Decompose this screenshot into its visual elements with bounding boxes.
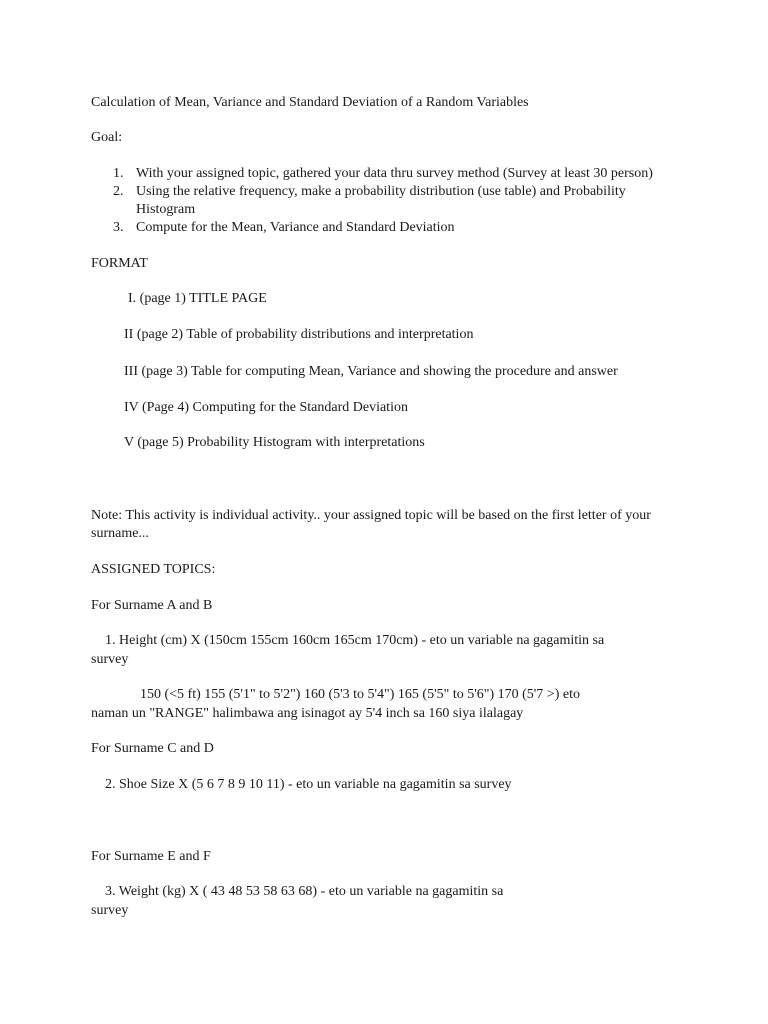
topic-weight: 3. Weight (kg) X ( 43 48 53 58 63 68) - eto un variable na gagamitin sa (105, 884, 504, 899)
topic-height-range-continued: naman un "RANGE" halimbawa ang isinagot ay 5'4 inch sa 160 siya ilalagay (91, 706, 524, 721)
format-item: II (page 2) Table of probability distributions and interpretation (124, 327, 474, 342)
topic-height-continued: survey (91, 652, 129, 667)
format-item: V (page 5) Probability Histogram with interpretations (124, 435, 425, 450)
note-line: Note: This activity is individual activity.. your assigned topic will be based on the first letter of your (91, 508, 651, 523)
topic-weight-continued: survey (91, 903, 129, 918)
group-heading-cd: For Surname C and D (91, 741, 214, 756)
format-item: I. (page 1) TITLE PAGE (128, 291, 267, 306)
topic-height: 1. Height (cm) X (150cm 155cm 160cm 165cm 170cm) - eto un variable na gagamitin sa (105, 633, 605, 648)
goal-text-continued: Histogram (136, 202, 196, 217)
format-item: IV (Page 4) Computing for the Standard Deviation (124, 400, 408, 415)
topic-height-range: 150 (<5 ft) 155 (5'1" to 5'2") 160 (5'3 to 5'4") 165 (5'5" to 5'6") 170 (5'7 >) eto (140, 687, 580, 702)
goal-text: Compute for the Mean, Variance and Standard Deviation (136, 220, 455, 235)
goal-number: 1. (113, 166, 124, 181)
format-item: III (page 3) Table for computing Mean, Variance and showing the procedure and answer (124, 364, 618, 379)
topic-shoe-size: 2. Shoe Size X (5 6 7 8 9 10 11) - eto un variable na gagamitin sa survey (105, 777, 512, 792)
assigned-topics-heading: ASSIGNED TOPICS: (91, 562, 216, 577)
group-heading-ab: For Surname A and B (91, 598, 213, 613)
document-title: Calculation of Mean, Variance and Standard Deviation of a Random Variables (91, 95, 529, 110)
goal-number: 2. (113, 184, 124, 199)
goal-text: With your assigned topic, gathered your data thru survey method (Survey at least 30 person) (136, 166, 653, 181)
goal-number: 3. (113, 220, 124, 235)
note-line: surname... (91, 526, 149, 541)
format-heading: FORMAT (91, 256, 148, 271)
goal-text: Using the relative frequency, make a probability distribution (use table) and Probability (136, 184, 626, 199)
goal-heading: Goal: (91, 130, 123, 145)
group-heading-ef: For Surname E and F (91, 849, 211, 864)
